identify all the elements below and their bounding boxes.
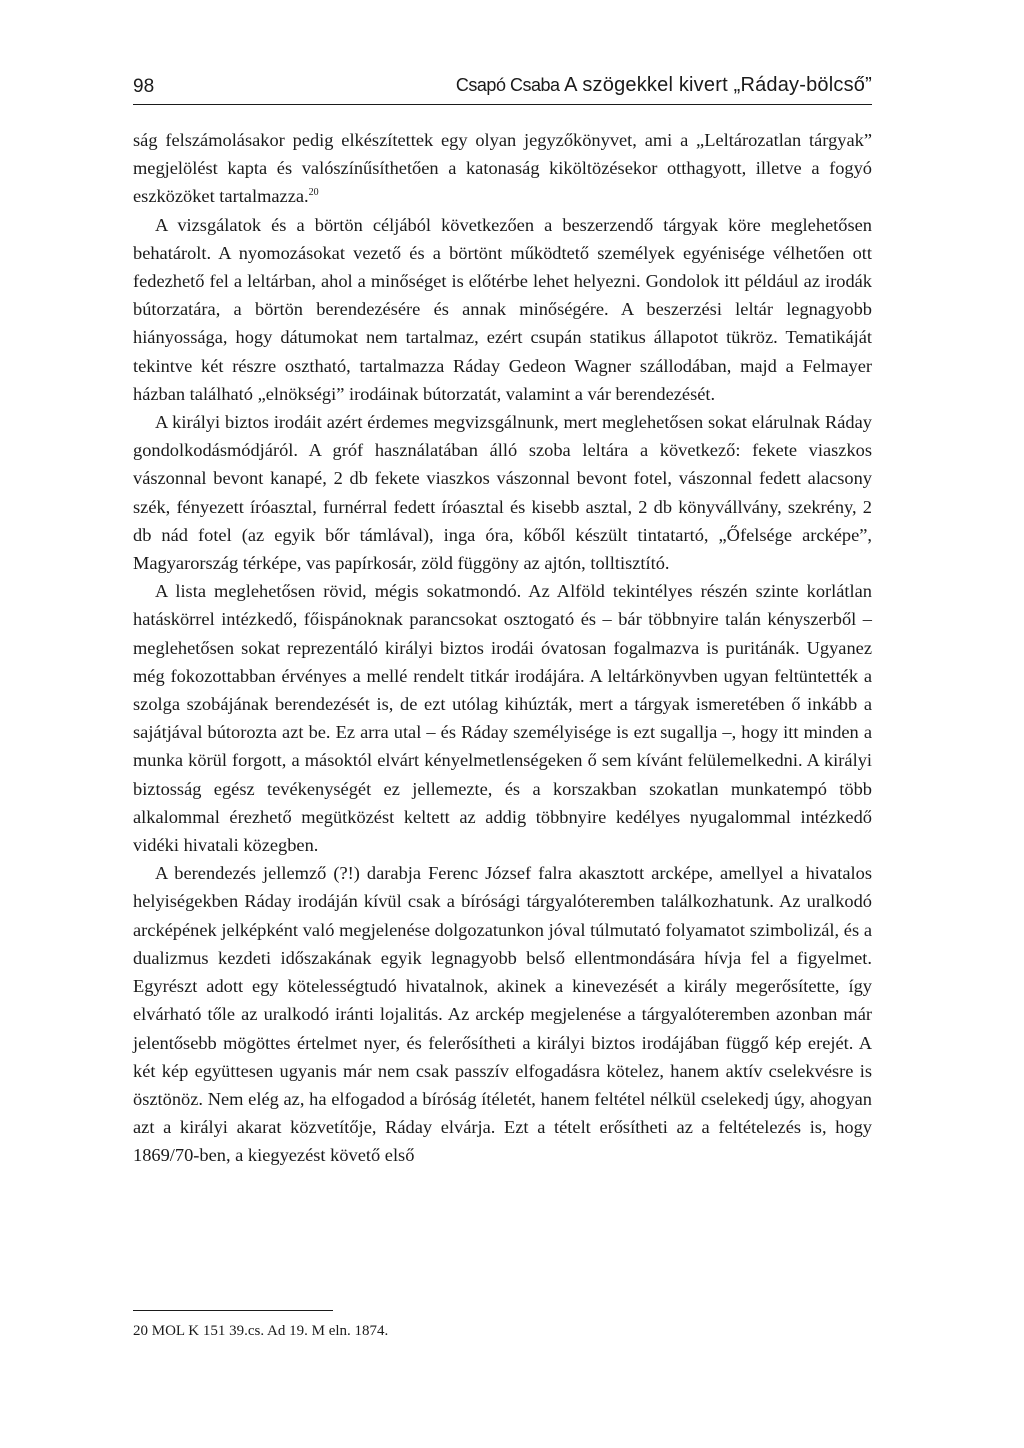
page-number: 98: [133, 76, 155, 97]
paragraph: A lista meglehetősen rövid, mégis sokatmondó. Az Alföld tekintélyes részén szinte korlátlan hatáskörrel intézkedő, főispánoknak parancsokat osztogató és – bár többnyire talán kényszerből – meglehetősen sokat reprezentáló királyi biztos irodái óvatosan fogalmazva is puritánák. Ugyanez még fokozottabban érvényes a mellé rendelt titkár irodájára. A leltárkönyvben ugyan feltüntették a szolga szobájának berendezését is, de ezt utólag kihúzták, mert a tárgyak ismeretében ő inkább a sajátjával bútorozta azt be. Ez arra utal – és Ráday személyisége is ezt sugallja –, hogy itt minden a munka körül forgott, a másoktól elvárt kényelmetlenségeken ő sem kívánt felülemelkedni. A királyi biztosság egész tevékenységét ez jellemezte, és a korszakban szokatlan munkatempó több alkalommal érezhető megütközést keltett az addig többnyire kedélyes nyugalommal intézkedő vidéki hivatali közegben.: [133, 581, 872, 856]
running-header: [133, 74, 872, 105]
header-title: [456, 74, 872, 97]
paragraph: A királyi biztos irodáit azért érdemes megvizsgálnunk, mert meglehetősen sokat elárulnak Ráday gondolkodásmódjáról. A gróf használatában álló szoba leltára a következő: fekete viaszkos vászonnal bevont kanapé, 2 db fekete viaszkos vászonnal bevont fotel, vászonnal fedett alacsony szék, fényezett íróasztal, furnérral fedett íróasztal és kisebb asztal, 2 db könyvállvány, szekrény, 2 db nád fotel (az egyik bőr támlával), inga óra, kőből készült tintatartó, „Őfelsége arcképe”, Magyarország térképe, vas papírkosár, zöld függöny az ajtón, tolltisztító.: [133, 412, 872, 574]
document-page: [133, 0, 872, 1448]
paragraph: A vizsgálatok és a börtön céljából következően a beszerzendő tárgyak köre meglehetősen behatárolt. A nyomozásokat vezető és a börtönt működtető személyek egyénisége vélhetően ott fedezhető fel a leltárban, ahol a minőséget is előtérbe lehet helyezni. Gondolok itt például az irodák bútorzatára, a börtön berendezésére és annak minőségére. A beszerzési leltár legnagyobb hiányossága, hogy dátumokat nem tartalmaz, ezért csupán statikus állapotot tükröz. Tematikáját tekintve két részre osztható, tartalmazza Ráday Gedeon Wagner szállodában, majd a Felmayer házban található „elnökségi” irodáinak bútorzatát, valamint a vár berendezését.: [133, 214, 872, 404]
paragraph: A berendezés jellemző (?!) darabja Ferenc József falra akasztott arcképe, amellyel a hivatalos helyiségekben Ráday irodáján kívül csak a bírósági tárgyalóteremben találkozhatunk. Az uralkodó arcképének jelképként való megjelenése dolgozatunkon jóval túlmutató folyamatot szimbolizál, és a dualizmus kezdeti időszakának egyik legnagyobb belső ellentmondására hívja fel a figyelmet. Egyrészt adott egy kötelességtudó hivatalnok, akinek a kinevezését a király megerősítette, így elvárható tőle az uralkodó iránti lojalitás. Az arckép megjelenése a tárgyalóteremben azonban már jelentősebb mögöttes értelmet nyer, és felerősítheti a királyi biztos irodájában függő kép erejét. A két kép együttesen ugyanis már nem csak passzív elfogadásra kötelez, hanem aktív cselekvésre is ösztönöz. Nem elég az, ha elfogadod a bíróság ítéletét, hanem feltétel nélkül cselekedj úgy, ahogyan azt a királyi akarat közvetítője, Ráday elvárja. Ezt a tételt erősítheti az a feltételezés is, hogy 1869/70-ben, a kiegyezést követő első: [133, 863, 872, 1166]
header-author: Csapó Csaba: [455, 75, 560, 95]
footnote-20: 20 MOL K 151 39.cs. Ad 19. M eln. 1874.: [133, 1323, 389, 1339]
paragraph: ság felszámolásakor pedig elkészítettek egy olyan jegyzőkönyvet, ami a „Leltározatlan tárgyak” megjelölést kapta és valószínűsíthetően a katonaság kiköltözésekor otthagyott, illetve a fogyó eszközöket tartalmazza.$^{20}$: [133, 130, 872, 207]
footnote-ref[interactable]: 20: [308, 187, 319, 199]
header-chapter-title: A szögekkel kivert „Ráday-bölcső”: [564, 74, 872, 96]
footnotes: [133, 1310, 872, 1341]
footnote-divider: [133, 1310, 333, 1311]
body-text: [133, 126, 872, 1170]
